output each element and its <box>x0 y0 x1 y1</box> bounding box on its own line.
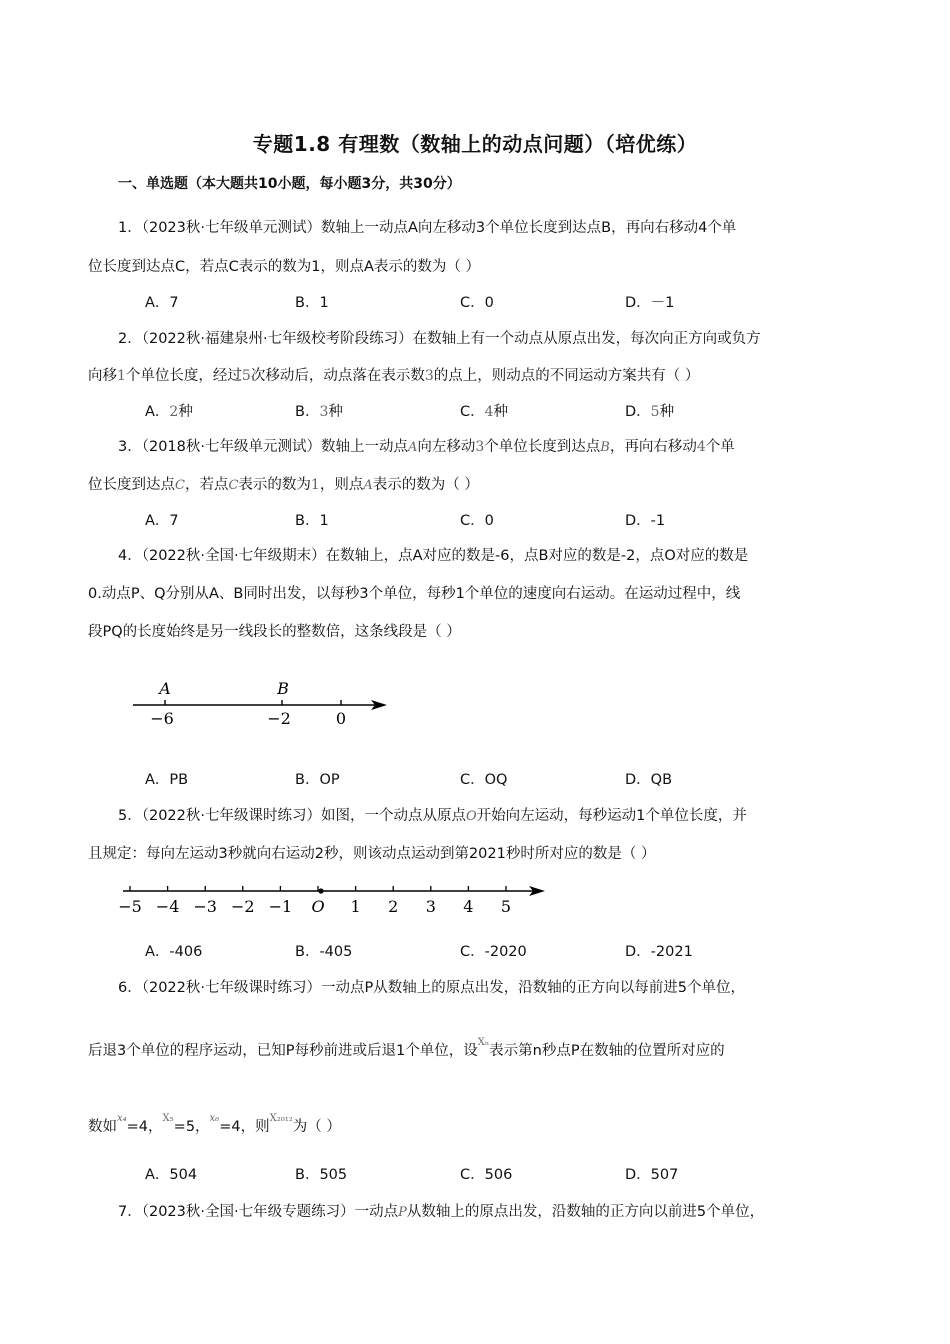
q5-tick-label: O <box>311 897 325 916</box>
q4-tick-label-0: 0 <box>335 709 347 728</box>
q4-number-line-figure <box>125 672 395 736</box>
q5-tick-label: 4 <box>463 897 474 916</box>
q5-tick-label: −2 <box>231 897 255 916</box>
q4-tick-label-a: −6 <box>150 709 174 728</box>
q1-option-a: A．7 <box>145 295 179 311</box>
q3-option-a: A．7 <box>145 513 179 529</box>
q5-number-line-figure <box>115 878 550 918</box>
q6-line3: 数如$^{x_4}$=4，$^{X_5}$=5，$^{x_6}$=4，则$^{X_{2012}}$为（ ） <box>88 1113 341 1135</box>
q6-option-d: D．507 <box>625 1167 679 1183</box>
q4-tick-label-b: −2 <box>267 709 291 728</box>
q7-line1: 7．（2023秋·全国·七年级专题练习）一动点P从数轴上的原点出发，沿数轴的正方向以前进5个单位， <box>118 1204 765 1220</box>
q5-tick-label: 2 <box>388 897 399 916</box>
q3-line1: 3．（2018秋·七年级单元测试）数轴上一动点A向左移动3个单位长度到达点B，再向右移动4个单 <box>118 439 735 455</box>
q4-line2: 0.动点P、Q分别从A、B同时出发，以每秒3个单位，每秒1个单位的速度向右运动。在运动过程中，线 <box>88 586 741 602</box>
q3-line2: 位长度到达点C，若点C表示的数为1，则点A表示的数为（ ） <box>88 477 479 493</box>
q5-tick-label: −4 <box>155 897 180 916</box>
q4-line1: 4．（2022秋·全国·七年级期末）在数轴上，点A对应的数是-6，点B对应的数是-2，点O对应的数是 <box>118 548 749 564</box>
q3-option-b: B．1 <box>295 513 329 529</box>
section-heading: 一、单选题（本大题共10小题，每小题3分，共30分） <box>118 176 461 192</box>
q5-option-c: C．-2020 <box>460 944 527 960</box>
q6-line1: 6．（2022秋·七年级课时练习）一动点P从数轴上的原点出发，沿数轴的正方向以每前进5个单位， <box>118 980 745 996</box>
q6-option-b: B．505 <box>295 1167 348 1183</box>
q6-option-a: A．504 <box>145 1167 198 1183</box>
q2-option-b: B．3种 <box>295 404 343 420</box>
q1-line2: 位长度到达点C，若点C表示的数为1，则点A表示的数为（ ） <box>88 259 481 275</box>
q5-option-d: D．-2021 <box>625 944 693 960</box>
q3-option-c: C．0 <box>460 513 494 529</box>
q2-option-a: A．2种 <box>145 404 193 420</box>
q4-label-a: A <box>159 679 171 698</box>
q2-option-d: D．5种 <box>625 404 675 420</box>
page-title: 专题1.8 有理数（数轴上的动点问题）（培优练） <box>252 132 698 156</box>
q5-tick-label: −5 <box>118 897 142 916</box>
q6-xn: Xₙ <box>477 1037 490 1048</box>
q4-option-c: C．OQ <box>460 772 508 788</box>
q6-option-c: C．506 <box>460 1167 513 1183</box>
q6-line2: 后退3个单位的程序运动，已知P每秒前进或后退1个单位，设$^{X_n}$表示第n秒点P在数轴的位置所对应的 <box>88 1037 725 1059</box>
q1-option-c: C．0 <box>460 295 494 311</box>
q3-option-d: D．-1 <box>625 513 666 529</box>
q4-line3: 段PQ的长度始终是另一线段长的整数倍，这条线段是（ ） <box>88 624 461 640</box>
q1-option-d: D．－1 <box>625 295 675 311</box>
q5-tick-label: −1 <box>268 897 293 916</box>
q2-line2: 向移1个单位长度，经过5次移动后，动点落在表示数3的点上，则动点的不同运动方案共有（ ） <box>88 368 700 384</box>
q2-line1: 2．（2022秋·福建泉州·七年级校考阶段练习）在数轴上有一个动点从原点出发，每次向正方向或负方 <box>118 331 761 347</box>
q4-option-a: A．PB <box>145 772 189 788</box>
q4-label-b: B <box>277 679 289 698</box>
q1-option-b: B．1 <box>295 295 329 311</box>
q2-option-c: C．4种 <box>460 404 509 420</box>
q5-tick-label: 1 <box>350 897 361 916</box>
q5-option-b: B．-405 <box>295 944 353 960</box>
q5-tick-label: −3 <box>193 897 217 916</box>
q5-tick-label: 5 <box>500 897 512 916</box>
q1-line1: 1．（2023秋·七年级单元测试）数轴上一动点A向左移动3个单位长度到达点B，再向右移动4个单 <box>118 220 737 236</box>
q4-option-b: B．OP <box>295 772 340 788</box>
q5-option-a: A．-406 <box>145 944 203 960</box>
q5-line1: 5．（2022秋·七年级课时练习）如图，一个动点从原点O开始向左运动，每秒运动1个单位长度，并 <box>118 808 747 824</box>
q5-line2: 且规定：每向左运动3秒就向右运动2秒，则该动点运动到第2021秒时所对应的数是（ ） <box>88 846 656 862</box>
q5-origin-dot <box>318 888 323 893</box>
q4-option-d: D．QB <box>625 772 673 788</box>
q5-tick-label: 3 <box>425 897 436 916</box>
